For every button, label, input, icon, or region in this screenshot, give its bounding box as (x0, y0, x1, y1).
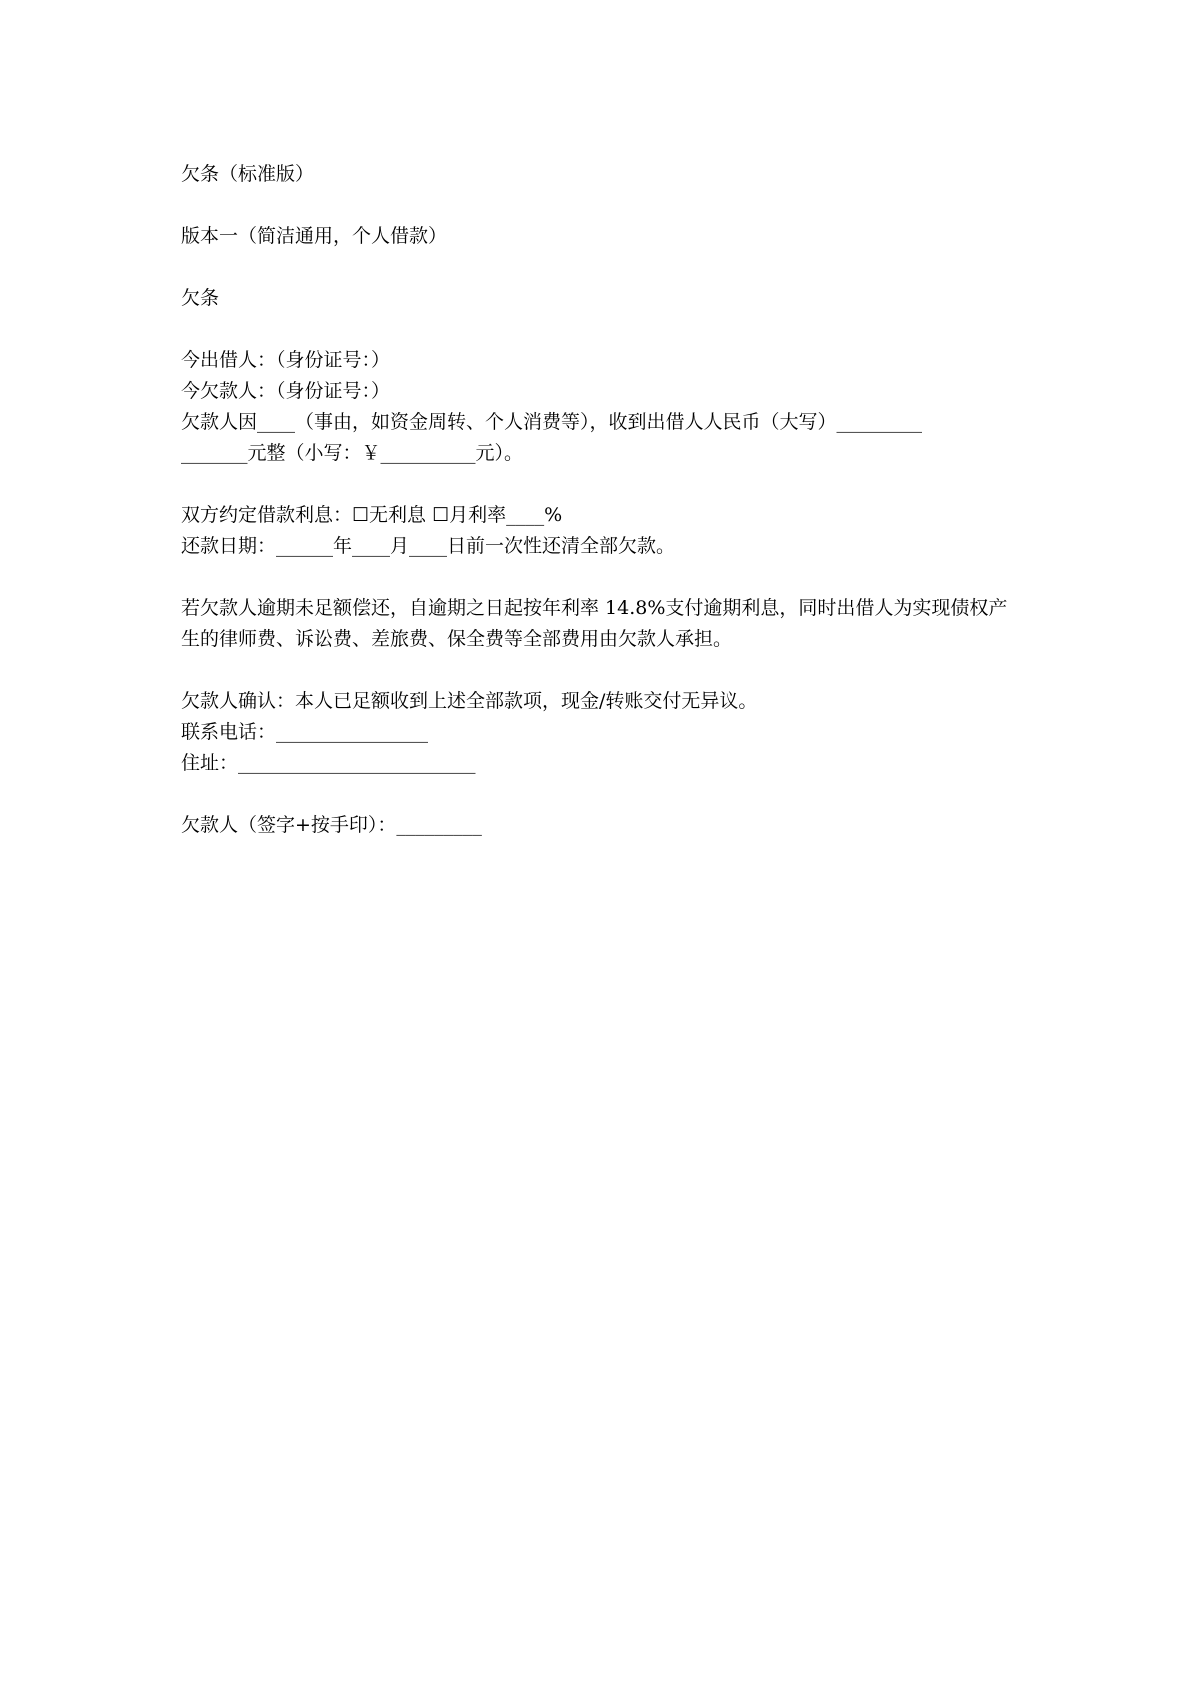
document-body (181, 159, 1021, 841)
spacer (181, 252, 1021, 283)
iou-subtitle: 欠条 (181, 287, 220, 309)
spacer (181, 779, 1021, 810)
borrower-line: 今欠款人：（身份证号：） (181, 380, 391, 402)
reason-line-2: _______元整（小写：￥__________元）。 (181, 442, 524, 464)
spacer (181, 314, 1021, 345)
lender-line: 今出借人：（身份证号：） (181, 349, 391, 371)
spacer (181, 655, 1021, 686)
version-heading: 版本一（简洁通用，个人借款） (181, 225, 448, 247)
address-line: 住址：_________________________ (181, 752, 476, 774)
overdue-paragraph: 若欠款人逾期未足额偿还，自逾期之日起按年利率 14.8%支付逾期利息，同时出借人为实现债权产生的律师费、诉讼费、差旅费、保全费等全部费用由欠款人承担。 (181, 597, 1008, 650)
reason-line-1: 欠款人因____（事由，如资金周转、个人消费等），收到出借人人民币（大写）_________ (181, 411, 923, 433)
spacer (181, 190, 1021, 221)
spacer (181, 469, 1021, 500)
interest-line: 双方约定借款利息：☐无利息 ☐月利率____% (181, 504, 563, 526)
repay-date-line: 还款日期：______年____月____日前一次性还清全部欠款。 (181, 535, 676, 557)
phone-line: 联系电话：________________ (181, 721, 429, 743)
signature-line: 欠款人（签字+按手印）：_________ (181, 814, 482, 836)
spacer (181, 562, 1021, 593)
confirm-line: 欠款人确认：本人已足额收到上述全部款项，现金/转账交付无异议。 (181, 690, 758, 712)
document-title: 欠条（标准版） (181, 163, 315, 185)
